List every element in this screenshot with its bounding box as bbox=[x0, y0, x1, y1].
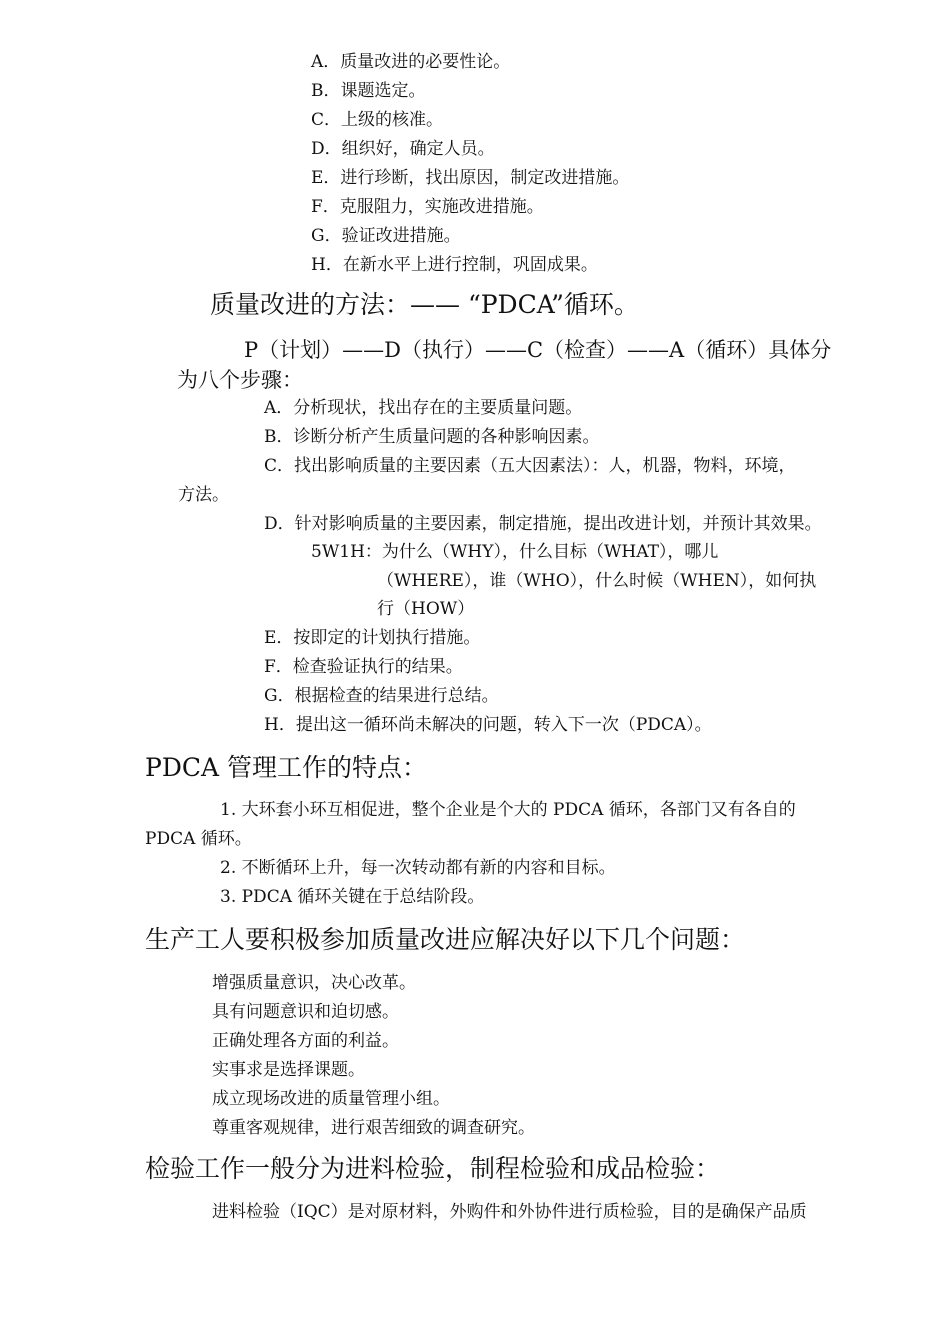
list-item: 具有问题意识和迫切感。 bbox=[212, 1002, 399, 1022]
list-item: 增强质量意识，决心改革。 bbox=[212, 973, 416, 993]
step-item-continued: 方法。 bbox=[178, 485, 229, 505]
list-item: 实事求是选择课题。 bbox=[212, 1060, 365, 1080]
step-item: H．提出这一循环尚未解决的问题，转入下一次（PDCA）。 bbox=[264, 715, 712, 735]
inspection-heading: 检验工作一般分为进料检验，制程检验和成品检验： bbox=[145, 1154, 721, 1183]
feature-item-continued: PDCA 循环。 bbox=[145, 829, 252, 849]
method-heading: 质量改进的方法：—— “PDCA”循环。 bbox=[210, 290, 639, 319]
list-item: E．进行珍断，找出原因，制定改进措施。 bbox=[311, 168, 630, 188]
5w1h-line: 行（HOW） bbox=[377, 599, 475, 619]
feature-item: 2. 不断循环上升，每一次转动都有新的内容和目标。 bbox=[220, 858, 616, 878]
step-item: F．检查验证执行的结果。 bbox=[264, 657, 463, 677]
list-item: B．课题选定。 bbox=[311, 81, 426, 101]
feature-item: 3. PDCA 循环关键在于总结阶段。 bbox=[220, 887, 485, 907]
list-item: 成立现场改进的质量管理小组。 bbox=[212, 1089, 450, 1109]
list-item: 正确处理各方面的利益。 bbox=[212, 1031, 399, 1051]
list-item: C．上级的核准。 bbox=[311, 110, 444, 130]
step-item: E．按即定的计划执行措施。 bbox=[264, 628, 481, 648]
pdca-intro-line: 为八个步骤： bbox=[177, 368, 303, 392]
5w1h-line: 5W1H：为什么（WHY），什么目标（WHAT），哪儿 bbox=[311, 542, 719, 562]
list-item: D．组织好，确定人员。 bbox=[311, 139, 495, 159]
step-item: C．找出影响质量的主要因素（五大因素法）：人，机器，物料，环境， bbox=[264, 456, 796, 476]
workers-heading: 生产工人要积极参加质量改进应解决好以下几个问题： bbox=[145, 925, 746, 954]
list-item: A．质量改进的必要性论。 bbox=[311, 52, 511, 72]
step-item: D．针对影响质量的主要因素，制定措施，提出改进计划，并预计其效果。 bbox=[264, 514, 822, 534]
step-item: B．诊断分析产生质量问题的各种影响因素。 bbox=[264, 427, 600, 447]
step-item: A．分析现状，找出存在的主要质量问题。 bbox=[264, 398, 583, 418]
pdca-intro-line: P（计划）——D（执行）——C（检查）——A（循环）具体分 bbox=[244, 338, 832, 362]
list-item: F．克服阻力，实施改进措施。 bbox=[311, 197, 544, 217]
list-item: G．验证改进措施。 bbox=[311, 226, 461, 246]
step-item: G．根据检查的结果进行总结。 bbox=[264, 686, 499, 706]
features-heading: PDCA 管理工作的特点： bbox=[145, 753, 427, 782]
feature-item: 1. 大环套小环互相促进，整个企业是个大的 PDCA 循环，各部门又有各自的 bbox=[220, 800, 796, 820]
list-item: H．在新水平上进行控制，巩固成果。 bbox=[311, 255, 598, 275]
5w1h-line: （WHERE），谁（WHO），什么时候（WHEN），如何执 bbox=[377, 571, 817, 591]
body-paragraph: 进料检验（IQC）是对原材料，外购件和外协件进行质检验，目的是确保产品质 bbox=[212, 1202, 807, 1222]
list-item: 尊重客观规律，进行艰苦细致的调查研究。 bbox=[212, 1118, 535, 1138]
